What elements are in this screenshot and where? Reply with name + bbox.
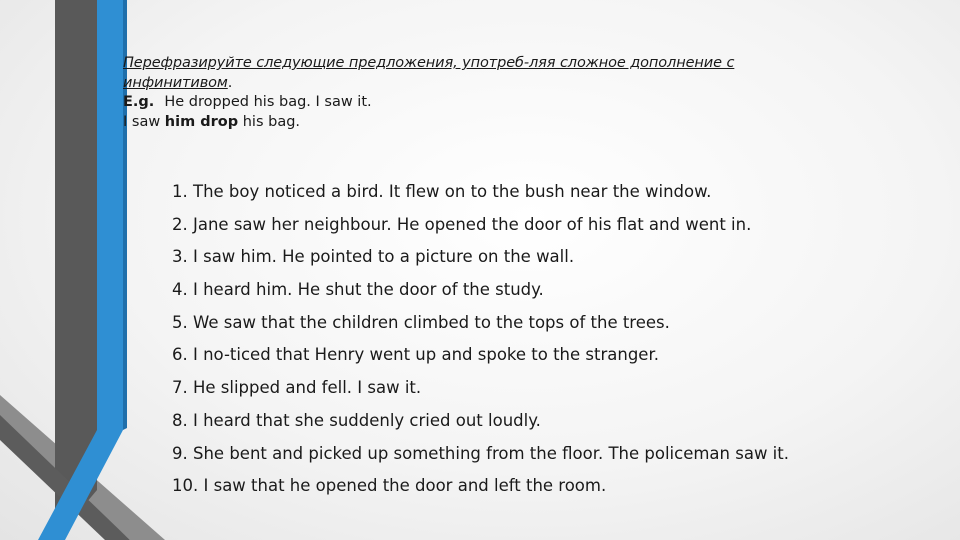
answer-prefix: I saw: [123, 113, 165, 130]
instruction-term: инфинитивом: [123, 74, 228, 91]
answer-suffix: his bag.: [238, 113, 301, 130]
exercise-item: 2. Jane saw her neighbour. He opened the door of his flat and went in.: [172, 214, 752, 234]
exercise-item: 7. He slipped and fell. I saw it.: [172, 378, 422, 398]
instruction-dot: .: [227, 74, 233, 91]
exercise-item: 9. She bent and picked up something from the floor. The policeman saw it.: [172, 443, 789, 463]
exercise-item: 5. We saw that the children climbed to the tops of the trees.: [172, 312, 670, 332]
exercise-item: 3. I saw him. He pointed to a picture on the wall.: [172, 247, 575, 267]
example-line: [123, 93, 823, 113]
exercise-item: 8. I heard that she suddenly cried out loudly.: [172, 410, 541, 430]
exercise-item: 4. I heard him. He shut the door of the study.: [172, 280, 544, 300]
answer-bold: him drop: [164, 113, 239, 130]
example-answer: [123, 113, 823, 133]
exercise-item: 10. I saw that he opened the door and left the room.: [172, 476, 607, 496]
instruction-block: [123, 54, 823, 132]
example-text: He dropped his bag. I saw it.: [164, 94, 372, 110]
exercise-list: [172, 176, 892, 503]
example-label: E.g.: [123, 94, 155, 110]
exercise-item: 1. The boy noticed a bird. It flew on to the bush near the window.: [172, 182, 712, 201]
instruction-line-2: [123, 74, 823, 94]
exercise-item: 6. I no-ticed that Henry went up and spoke to the stranger.: [172, 345, 659, 365]
instruction-line-1: Перефразируйте следующие предложения, употреб-ляя сложное дополнение с: [123, 55, 735, 71]
